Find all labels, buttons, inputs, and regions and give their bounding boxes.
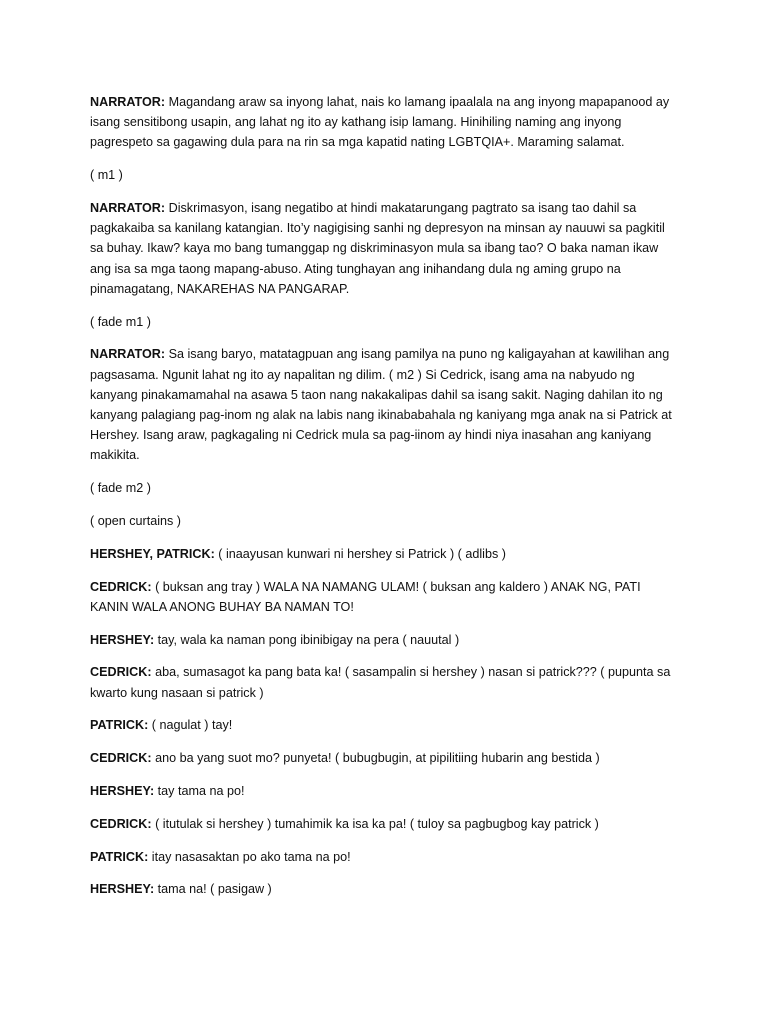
script-line-cedrick — [90, 662, 680, 702]
script-line-cedrick — [90, 577, 680, 617]
line-text: itay nasasaktan po ako tama na po! — [151, 849, 351, 864]
script-line-cedrick — [90, 748, 680, 768]
speaker-label: HERSHEY, PATRICK: — [90, 546, 215, 561]
speaker-label: CEDRICK: — [90, 665, 152, 680]
script-line-cedrick — [90, 814, 680, 834]
line-text: Magandang araw sa inyong lahat, nais ko lamang ipaalala na ang inyong mapapanood ay isang sensitibong usapin, ang lahat ng ito ay kathang isip lamang. Hinihiling naming ang inyong pagrespeto sa gagawing dula para na rin sa mga kapatid nating LGBTQIA+. Maraming salamat. — [90, 95, 670, 150]
line-text: tay tama na po! — [157, 784, 245, 798]
stage-direction-fade — [90, 478, 680, 498]
line-text: ( open curtains ) — [90, 514, 181, 529]
document-page — [90, 92, 680, 912]
speaker-label: NARRATOR: — [90, 95, 166, 109]
script-line-hershey — [90, 630, 680, 650]
script-line-patrick — [90, 847, 680, 867]
script-line-narrator-story — [90, 344, 680, 465]
stage-direction-music — [90, 165, 680, 185]
speaker-label: HERSHEY: — [90, 784, 155, 798]
stage-direction-curtains — [90, 511, 680, 531]
line-text: aba, sumasagot ka pang bata ka! ( sasampalin si hershey ) nasan si patrick??? ( pupunta sa kwarto kung nasaan si patrick ) — [90, 665, 671, 700]
script-line-hershey-patrick — [90, 544, 680, 564]
line-text: ( fade m1 ) — [90, 314, 151, 329]
speaker-label: CEDRICK: — [90, 579, 152, 594]
script-line-narrator-discrimination — [90, 198, 680, 299]
speaker-label: PATRICK: — [90, 718, 149, 733]
line-text: ( nagulat ) tay! — [151, 718, 233, 733]
script-line-hershey — [90, 879, 680, 899]
script-line-patrick — [90, 715, 680, 735]
speaker-label: NARRATOR: — [90, 201, 166, 215]
speaker-label: CEDRICK: — [90, 816, 152, 831]
speaker-label: NARRATOR: — [90, 347, 166, 362]
speaker-label: CEDRICK: — [90, 751, 152, 766]
speaker-label: HERSHEY: — [90, 632, 155, 647]
line-text: tay, wala ka naman pong ibinibigay na pera ( nauutal ) — [157, 632, 460, 647]
line-text: ( m1 ) — [90, 168, 123, 183]
line-text: ( fade m2 ) — [90, 481, 151, 496]
line-text: ( itutulak si hershey ) tumahimik ka isa ka pa! ( tuloy sa pagbugbog kay patrick ) — [155, 816, 599, 831]
speaker-label: PATRICK: — [90, 849, 149, 864]
line-text: ( inaayusan kunwari ni hershey si Patrick ) ( adlibs ) — [218, 546, 506, 561]
script-line-narrator-intro — [90, 92, 680, 153]
line-text: ano ba yang suot mo? punyeta! ( bubugbugin, at pipilitiing hubarin ang bestida ) — [155, 751, 600, 766]
line-text: ( buksan ang tray ) WALA NA NAMANG ULAM! ( buksan ang kaldero ) ANAK NG, PATI KANIN WALA ANONG BUHAY BA NAMAN TO! — [90, 579, 641, 614]
line-text: Sa isang baryo, matatagpuan ang isang pamilya na puno ng kaligayahan at kawilihan ang pagsasama. Ngunit lahat ng ito ay napalitan ng dilim. ( m2 ) Si Cedrick, isang ama na nabyudo ng kanyang pinakamamahal na asawa 5 taon nang nakakalipas dahil sa isang sakit. Naging dahilan ito ng kanyang palagiang pag-inom ng alak na labis nang ikinababahala ng kaniyang mga anak na si Patrick at Hershey. Isang araw, pagkagaling ni Cedrick mula sa pag-iinom ay hindi niya inasahan ang kaniyang makikita. — [90, 347, 672, 463]
script-line-hershey — [90, 781, 680, 801]
speaker-label: HERSHEY: — [90, 882, 155, 897]
line-text: Diskrimasyon, isang negatibo at hindi makatarungang pagtrato sa isang tao dahil sa pagkakaiba sa kanilang katangian. Ito’y nagigising sanhi ng depresyon na minsan ay nauuwi sa pagkitil sa buhay. Ikaw? kaya mo bang tumanggap ng diskriminasyon mula sa ibang tao? O baka naman ikaw ang isa sa mga taong mapang-abuso. Ating tunghayan ang inihandang dula ng aming grupo na pinamagatang, NAKAREHAS NA PANGARAP. — [90, 201, 665, 296]
stage-direction-fade — [90, 312, 680, 332]
line-text: tama na! ( pasigaw ) — [157, 882, 272, 897]
